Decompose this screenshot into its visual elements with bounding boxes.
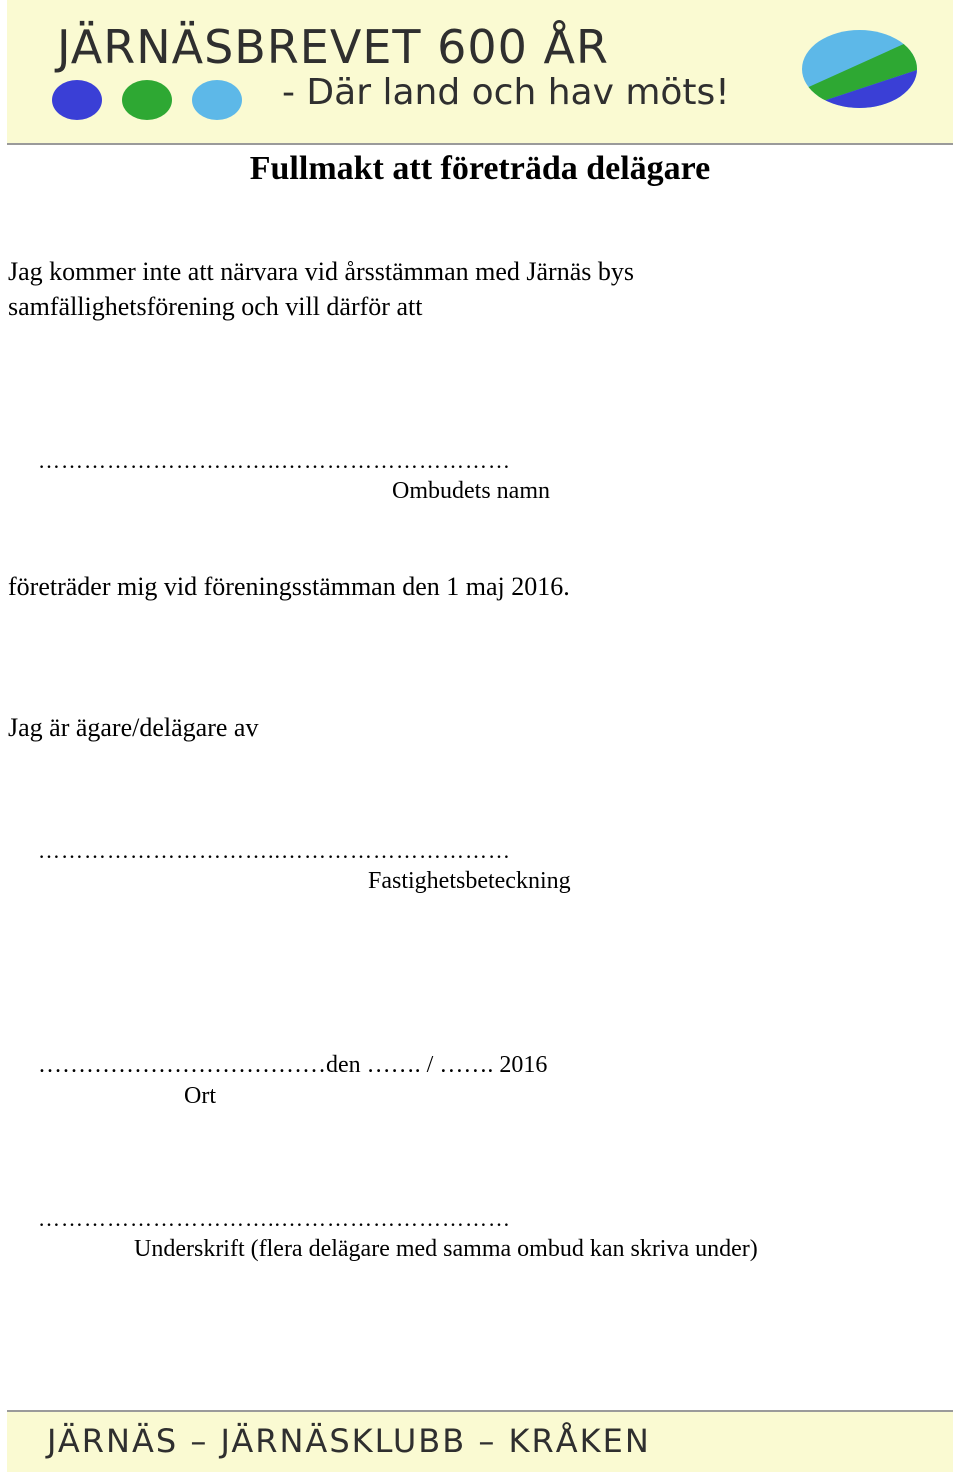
green-dot-icon — [122, 80, 172, 120]
place-caption: Ort — [184, 1083, 216, 1109]
signature-caption: Underskrift (flera delägare med samma ombud kan skriva under) — [134, 1236, 758, 1262]
land-sea-logo-icon — [802, 30, 917, 108]
document-title: Fullmakt att företräda delägare — [249, 150, 711, 187]
footer-banner — [7, 1410, 953, 1472]
place-date-line: ………………………………den ……. / ……. 2016 — [38, 1052, 548, 1078]
agent-name-line: …………………………..………………………… — [38, 448, 511, 473]
owner-text: Jag är ägare/delägare av — [8, 713, 259, 742]
blue-dot-icon — [52, 80, 102, 120]
light-blue-dot-icon — [192, 80, 242, 120]
property-caption: Fastighetsbeteckning — [368, 868, 571, 894]
footer-text: JÄRNÄS – JÄRNÄSKLUBB – KRÅKEN — [47, 1422, 651, 1460]
header-subtitle: - Där land och hav möts! — [282, 72, 730, 113]
property-line: …………………………..………………………… — [38, 838, 511, 863]
agent-name-caption: Ombudets namn — [392, 478, 550, 504]
signature-line: …………………………..………………………… — [38, 1206, 511, 1231]
header-title: JÄRNÄSBREVET 600 ÅR — [57, 20, 609, 74]
intro-line-2: samfällighetsförening och vill därför att — [8, 292, 423, 321]
represents-text: företräder mig vid föreningsstämman den 1 maj 2016. — [8, 572, 570, 601]
header-banner — [7, 0, 953, 145]
intro-line-1: Jag kommer inte att närvara vid årsstämman med Järnäs bys — [8, 257, 634, 286]
